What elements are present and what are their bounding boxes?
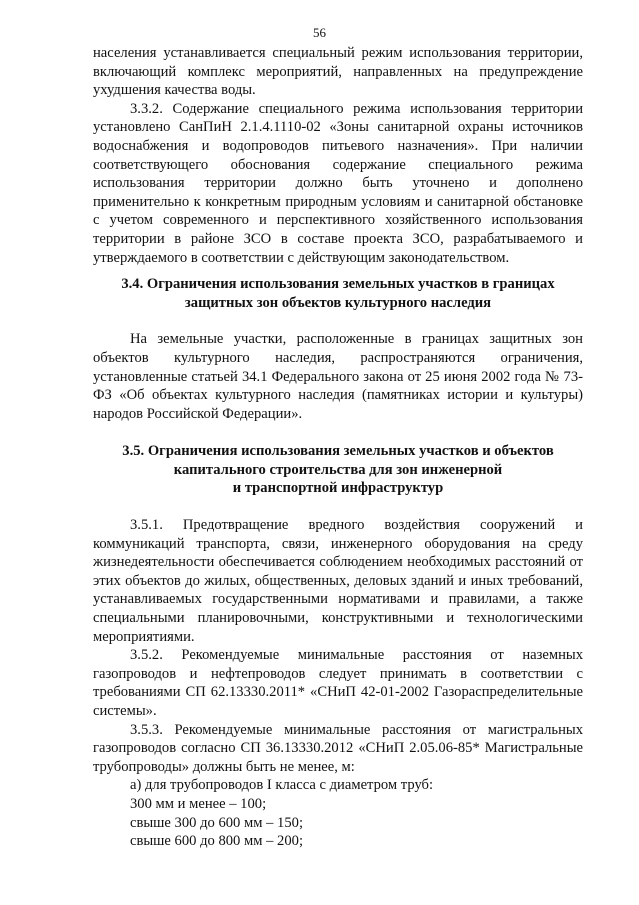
list-item: свыше 300 до 600 мм – 150; xyxy=(130,814,303,831)
paragraph-3-5-3: 3.5.3. Рекомендуемые минимальные расстояния от магистральных газопроводов согласно СП 36.13330.2012 «СНиП 2.05.06-85* Магистральные трубопроводы» должны быть не менее, м: xyxy=(93,721,583,775)
heading-3-4 xyxy=(93,275,583,312)
paragraph-3-5-2: 3.5.2. Рекомендуемые минимальные расстояния от наземных газопроводов и нефтепроводов следует принимать в соответствии с требованиями СП 62.13330.2011* «СНиП 42-01-2002 Газораспределительные системы». xyxy=(93,647,583,719)
list-item: а) для трубопроводов I класса с диаметром труб: xyxy=(130,777,434,794)
heading-3-4-line1: 3.4. Ограничения использования земельных участков в границах xyxy=(121,276,555,293)
distance-list xyxy=(93,776,583,850)
page-content xyxy=(93,44,583,851)
heading-3-5 xyxy=(93,442,583,498)
page-number: 56 xyxy=(313,25,326,40)
paragraph-3-3-2: 3.3.2. Содержание специального режима использования территории установлено СанПиН 2.1.4.1110-02 «Зоны санитарной охраны источников водоснабжения и водопроводов питьевого назначения». При наличии соответствующего обоснования содержание специального режима использования территории должно быть уточнено и дополнено применительно к конкретным природным условиям и санитарной обстановке с учетом современного и перспективного хозяйственного использования территории в районе ЗСО в составе проекта ЗСО, разрабатываемого и утверждаемого в соответствии с действующим законодательством. xyxy=(93,100,583,266)
paragraph-continuation: населения устанавливается специальный режим использования территории, включающий комплекс мероприятий, направленных на предупреждение ухудшения качества воды. xyxy=(93,45,583,99)
heading-3-5-line3: и транспортной инфраструктур xyxy=(232,480,444,497)
heading-3-5-line2: капитального строительства для зон инженерной xyxy=(173,461,503,478)
heading-3-4-line2: защитных зон объектов культурного наследия xyxy=(184,294,492,311)
heading-3-5-line1: 3.5. Ограничения использования земельных участков и объектов xyxy=(122,443,554,460)
paragraph-3-4: На земельные участки, расположенные в границах защитных зон объектов культурного наследия, распространяются ограничения, установленные статьей 34.1 Федерального закона от 25 июня 2002 года № 73-ФЗ «Об объектах культурного наследия (памятниках истории и культуры) народов Российской Федерации». xyxy=(93,331,583,422)
list-item: свыше 600 до 800 мм – 200; xyxy=(130,833,303,850)
paragraph-3-5-1: 3.5.1. Предотвращение вредного воздействия сооружений и коммуникаций транспорта, связи, инженерного оборудования на среду жизнедеятельности обеспечивается соблюдением необходимых расстояний от этих объектов до жилых, общественных, деловых зданий и иных требований, устанавливаемых государственными нормативами и правилами, а также специальными планировочными, конструктивными и технологическими мероприятиями. xyxy=(93,517,583,645)
list-item: 300 мм и менее – 100; xyxy=(130,795,267,812)
